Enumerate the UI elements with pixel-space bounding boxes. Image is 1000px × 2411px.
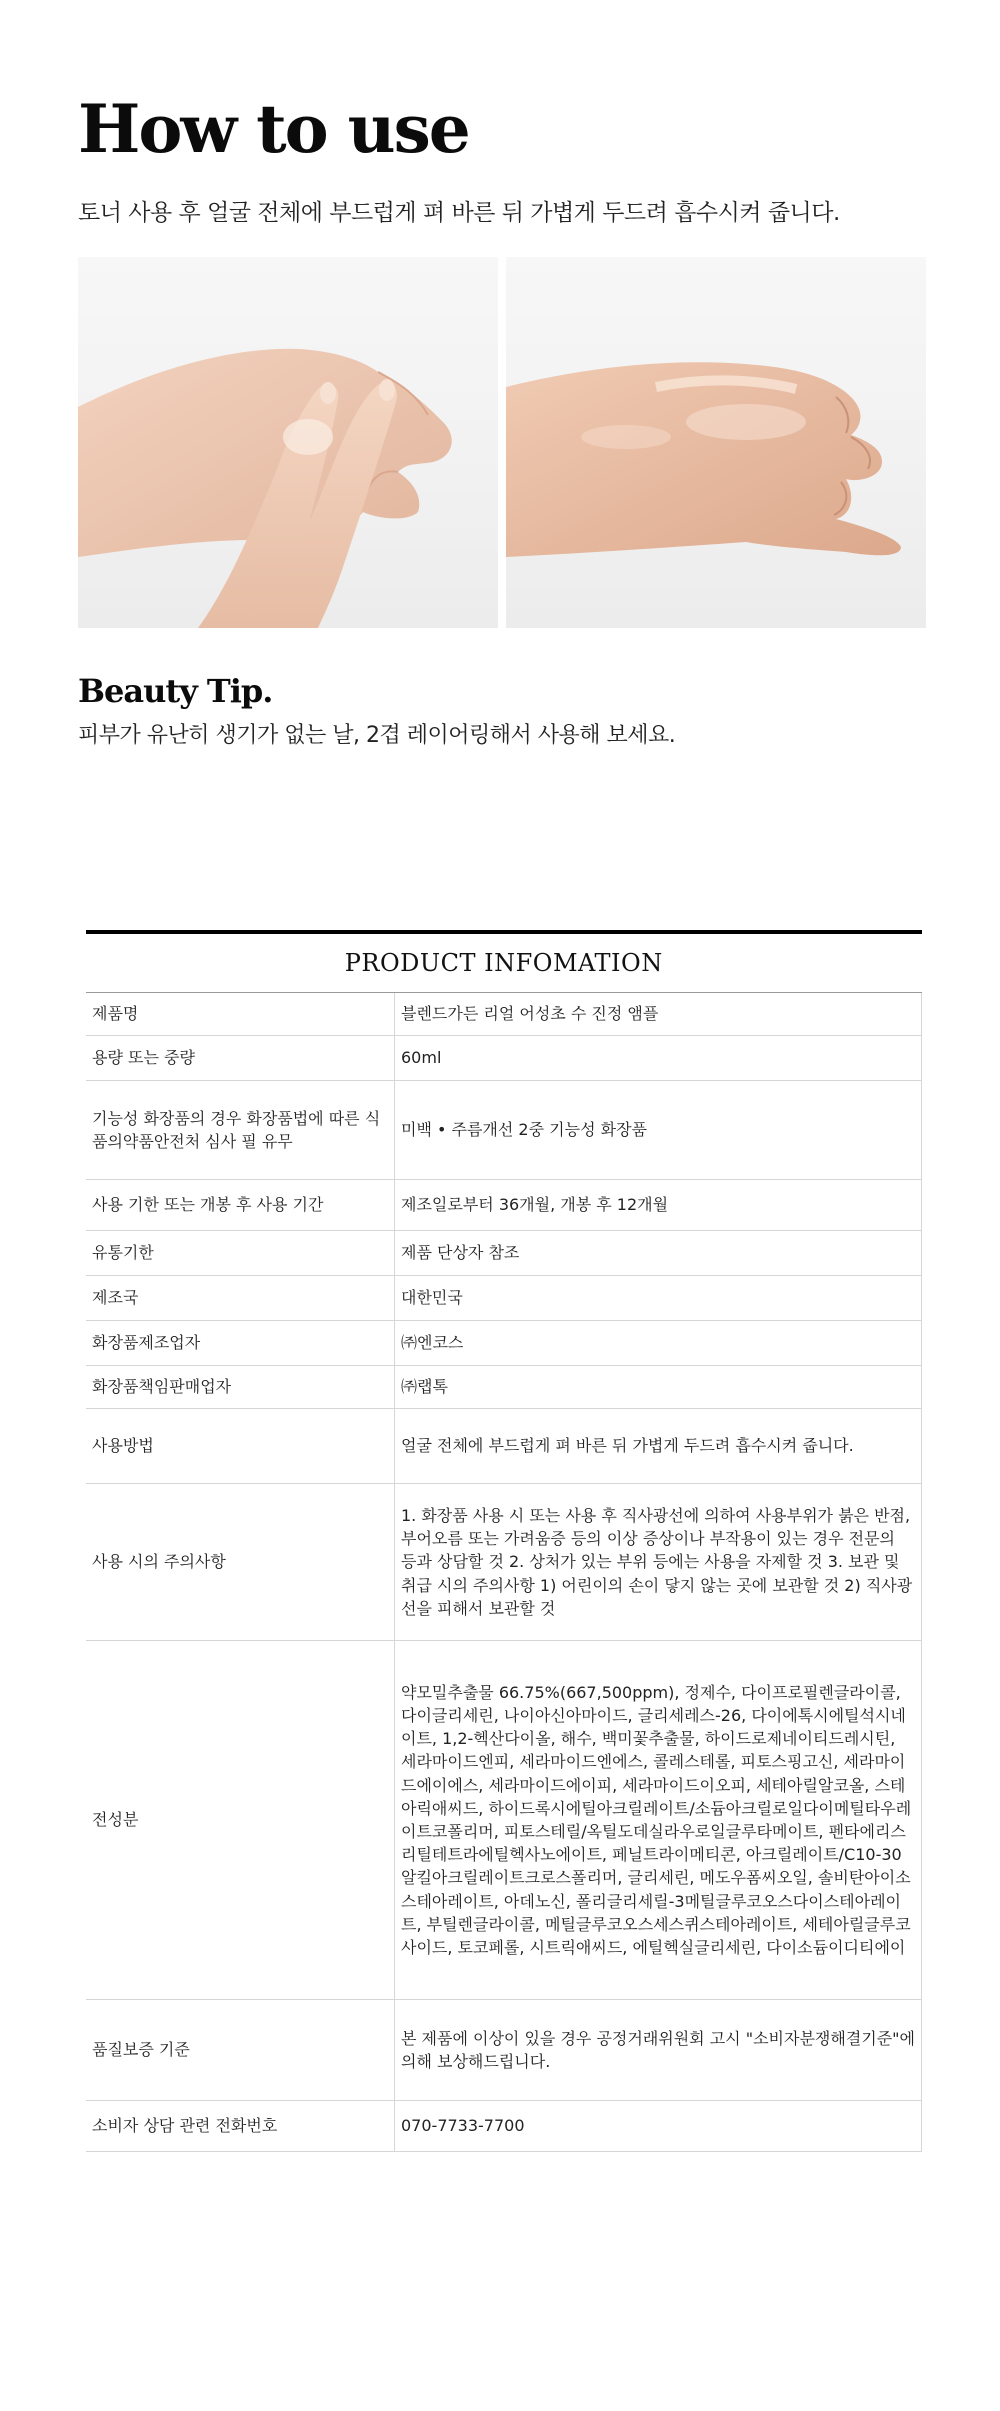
table-row xyxy=(86,1484,922,1641)
table-row xyxy=(86,1276,922,1321)
row-label: 유통기한 xyxy=(86,1231,395,1276)
how-to-use-title: How to use xyxy=(78,90,469,168)
row-value: 1. 화장품 사용 시 또는 사용 후 직사광선에 의하여 사용부위가 붉은 반점, 부어오름 또는 가려움증 등의 이상 증상이나 부작용이 있는 경우 전문의 등과 상담할 것 2. 상처가 있는 부위 등에는 사용을 자제할 것 3. 보관 및 취급 시의 주의사항 1) 어린이의 손이 닿지 않는 곳에 보관할 것 2) 직사광선을 피해서 보관할 것 xyxy=(395,1484,922,1641)
row-value: 블렌드가든 리얼 어성초 수 진정 앰플 xyxy=(395,993,922,1036)
table-row xyxy=(86,2000,922,2101)
beauty-tip-description: 피부가 유난히 생기가 없는 날, 2겹 레이어링해서 사용해 보세요. xyxy=(78,723,676,748)
beauty-tip-title: Beauty Tip. xyxy=(78,672,273,710)
table-row xyxy=(86,1641,922,2000)
row-label: 사용 시의 주의사항 xyxy=(86,1484,395,1641)
table-row xyxy=(86,993,922,1036)
row-label: 품질보증 기준 xyxy=(86,2000,395,2101)
hand-application-photo xyxy=(78,257,498,628)
row-label: 기능성 화장품의 경우 화장품법에 따른 식품의약품안전처 심사 필 유무 xyxy=(86,1081,395,1180)
absorbed-hand-photo xyxy=(506,257,926,628)
row-value: 본 제품에 이상이 있을 경우 공정거래위원회 고시 "소비자분쟁해결기준"에 의해 보상해드립니다. xyxy=(395,2000,922,2101)
table-row xyxy=(86,1036,922,1081)
row-value: 070-7733-7700 xyxy=(395,2101,922,2152)
row-label: 제품명 xyxy=(86,993,395,1036)
row-label: 소비자 상담 관련 전화번호 xyxy=(86,2101,395,2152)
table-row xyxy=(86,1366,922,1409)
row-label: 전성분 xyxy=(86,1641,395,2000)
row-value: 대한민국 xyxy=(395,1276,922,1321)
row-value: 60ml xyxy=(395,1036,922,1081)
row-value: 제조일로부터 36개월, 개봉 후 12개월 xyxy=(395,1180,922,1231)
product-info-title: PRODUCT INFOMATION xyxy=(86,932,922,993)
table-row xyxy=(86,1081,922,1180)
table-row xyxy=(86,1180,922,1231)
row-label: 사용방법 xyxy=(86,1409,395,1484)
row-label: 화장품책임판매업자 xyxy=(86,1366,395,1409)
row-label: 사용 기한 또는 개봉 후 사용 기간 xyxy=(86,1180,395,1231)
how-to-use-description: 토너 사용 후 얼굴 전체에 부드럽게 펴 바른 뒤 가볍게 두드려 흡수시켜 줍니다. xyxy=(78,200,840,226)
row-value: 얼굴 전체에 부드럽게 펴 바른 뒤 가볍게 두드려 흡수시켜 줍니다. xyxy=(395,1409,922,1484)
table-row xyxy=(86,1409,922,1484)
row-value: ㈜랩톡 xyxy=(395,1366,922,1409)
row-value: 약모밀추출물 66.75%(667,500ppm), 정제수, 다이프로필렌글라이콜, 다이글리세린, 나이아신아마이드, 글리세레스-26, 다이에톡시에틸석시네이트, 1,2-헥산다이올, 해수, 백미꽃추출물, 하이드로제네이티드레시틴, 세라마이드엔피, 세라마이드엔에스, 콜레스테롤, 피토스핑고신, 세라마이드에이에스, 세라마이드에이피, 세라마이드이오피, 세테아릴알코올, 스테아릭애씨드, 하이드록시에틸아크릴레이트/소듐아크릴로일다이메틸타우레이트코폴리머, 피토스테릴/옥틸도데실라우로일글루타메이트, 펜타에리스리틸테트라에틸헥사노에이트, 페닐트라이메티콘, 아크릴레이트/C10-30알킬아크릴레이트크로스폴리머, 글리세린, 메도우폼씨오일, 솔비탄아이소스테아레이트, 아데노신, 폴리글리세릴-3메틸글루코오스다이스테아레이트, 부틸렌글라이콜, 메틸글루코오스세스퀴스테아레이트, 세테아릴글루코사이드, 토코페롤, 시트릭애씨드, 에틸헥실글리세린, 다이소듐이디티에이 xyxy=(395,1641,922,2000)
row-label: 화장품제조업자 xyxy=(86,1321,395,1366)
table-row xyxy=(86,2101,922,2152)
table-row xyxy=(86,1321,922,1366)
table-row xyxy=(86,1231,922,1276)
row-value: ㈜엔코스 xyxy=(395,1321,922,1366)
row-value: 제품 단상자 참조 xyxy=(395,1231,922,1276)
row-value: 미백 • 주름개선 2중 기능성 화장품 xyxy=(395,1081,922,1180)
row-label: 제조국 xyxy=(86,1276,395,1321)
product-info-table xyxy=(86,930,922,2152)
row-label: 용량 또는 중량 xyxy=(86,1036,395,1081)
